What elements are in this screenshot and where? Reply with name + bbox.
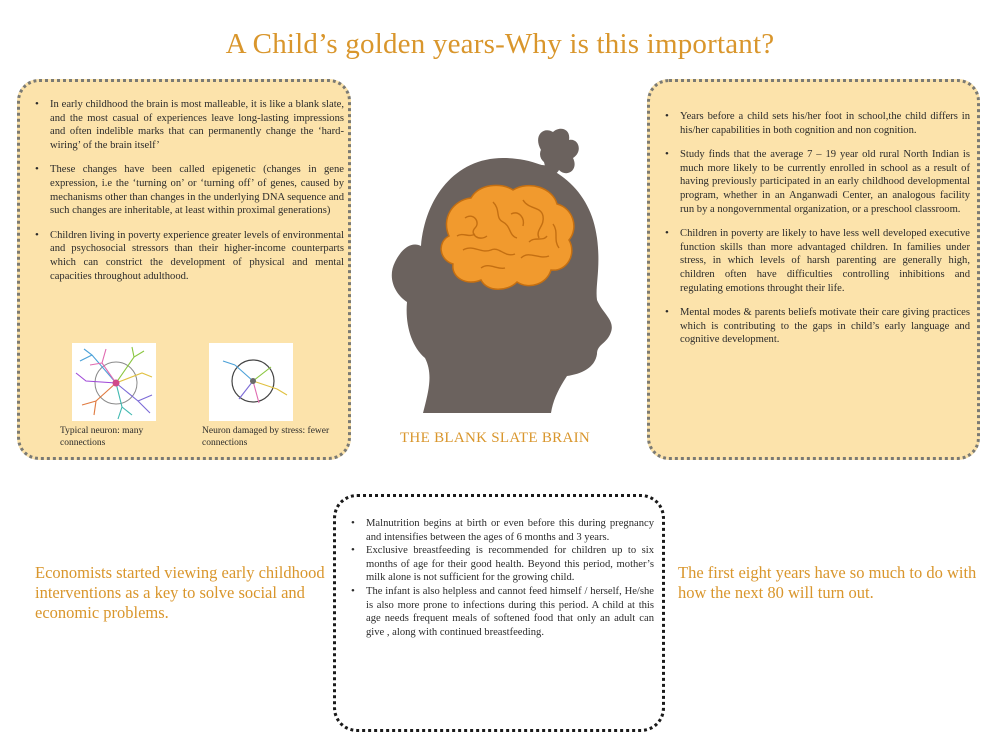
list-item: • Exclusive breastfeeding is recommended for children up to six months of age for their good health. Beyond this period, mother’s milk alone is not sufficient for the growing child. [342, 544, 654, 585]
right-info-panel [647, 79, 980, 460]
list-item: • Malnutrition begins at birth or even before this during pregnancy and intensifies between the ages of 6 months and 3 years. [342, 517, 654, 544]
neuron-healthy-illustration [72, 343, 156, 421]
left-info-panel [17, 79, 351, 460]
left-bullet-list [26, 98, 344, 294]
quote-first-eight-years: The first eight years have so much to do with how the next 80 will turn out. [678, 563, 977, 602]
list-item: • These changes have been called epigenetic (changes in gene expression, i.e the ‘turning on’ or ‘turning off’ of genes, caused by mechanisms other than changes in the underlying DNA sequence and such changes are inheritable, at least within proximal generations) [26, 163, 344, 217]
center-caption: THE BLANK SLATE BRAIN [399, 430, 591, 446]
nutrition-info-panel [333, 494, 665, 732]
bottom-bullet-list [342, 517, 654, 639]
list-item: • Children in poverty are likely to have less well developed executive function skills than more advantaged children. In families under stress, in which levels of harsh parenting are generally high, children often have difficulties controlling inhibitions and regulating emotions throught their life. [656, 227, 970, 295]
list-item: • Children living in poverty experience greater levels of environmental and psychosocial stressors than their higher-income counterparts which can constrict the development of physical and mental capacities throughout adulthood. [26, 229, 344, 283]
list-item: • Mental modes & parents beliefs motivate their care giving practices which is contributing to the gaps in child’s early language and cognitive development. [656, 306, 970, 347]
child-head-silhouette [383, 118, 623, 413]
quote-economists: Economists started viewing early childhood interventions as a key to solve social and economic problems. [35, 563, 325, 622]
list-item: • In early childhood the brain is most malleable, it is like a blank slate, and the most casual of experiences leave long-lasting impressions and often indelible marks that can permanently change the ‘hard-wiring’ of the brain itself’ [26, 98, 344, 152]
page-title: A Child’s golden years-Why is this important? [225, 28, 775, 60]
right-bullet-list [656, 110, 970, 358]
damaged-neuron-image [209, 343, 293, 421]
typical-neuron-image [72, 343, 156, 421]
neuron-caption-typical: Typical neuron: many connections [60, 426, 144, 448]
list-item: • Study finds that the average 7 – 19 year old rural North Indian is much more likely to be currently enrolled in school as a result of having previously participated in an early childhood developmental program, whether in an Anganwadi Center, an analogous facility run by a nongovernmental organization, or a preschool classroom. [656, 148, 970, 216]
neuron-damaged-illustration [209, 343, 293, 421]
list-item: • Years before a child sets his/her foot in school,the child differs in his/her capabilities in both cognition and non cognition. [656, 110, 970, 137]
neuron-caption-damaged: Neuron damaged by stress: fewer connections [202, 426, 330, 448]
list-item: • The infant is also helpless and cannot feed himself / herself, He/she is also more prone to infections during this period. A child at this age needs frequent meals of softened food that only an adult can give , along with continued breastfeeding. [342, 585, 654, 639]
